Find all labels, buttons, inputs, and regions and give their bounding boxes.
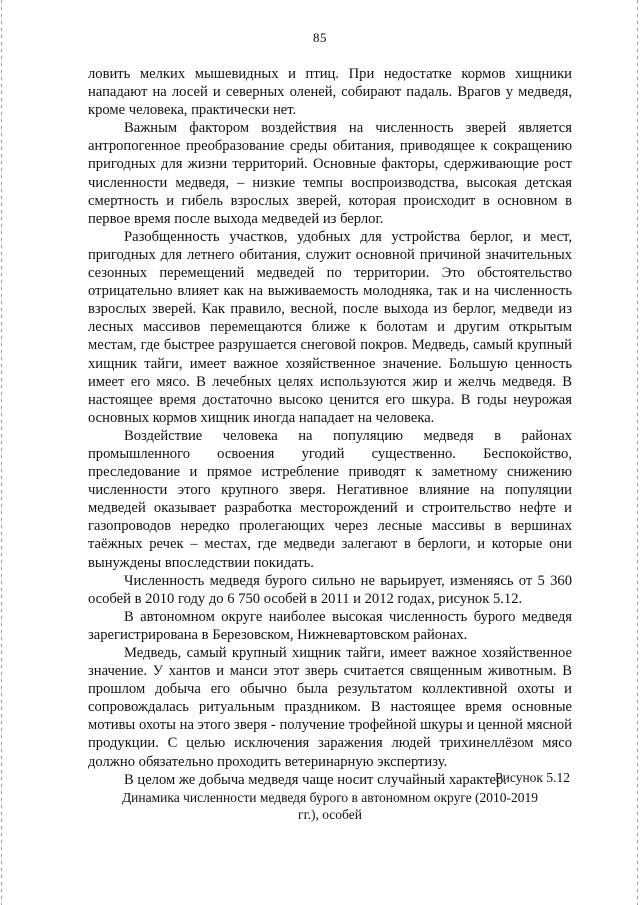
scan-edge-left <box>1 0 2 905</box>
scan-edge-right <box>637 0 638 905</box>
paragraph-5: Численность медведя бурого сильно не варьирует, изменяясь от 5 360 особей в 2010 году до 6 750 особей в 2011 и 2012 годах, рисунок 5.12. <box>88 572 572 607</box>
paragraph-6: В автономном округе наиболее высокая численность бурого медведя зарегистрирована в Березовском, Нижневартовском районах. <box>88 608 572 643</box>
document-body <box>88 65 572 789</box>
paragraph-3: Разобщенность участков, удобных для устройства берлог, и мест, пригодных для летнего обитания, служит основной причиной значительных сезонных перемещений медведей по территории. Это обстоятельство отрицательно влияет как на выживаемость молодняка, так и на численность взрослых зверей. Как правило, весной, после выхода из берлог, медведи из лесных массивов перемещаются ближе к болотам и другим открытым местам, где быстрее разрушается снеговой покров. Медведь, самый крупный хищник тайги, имеет важное хозяйственное значение. Большую ценность имеет его мясо. В лечебных целях используются жир и желчь медведя. В настоящее время достаточно высоко ценится его шкура. В годы неурожая основных кормов хищник иногда нападает на человека. <box>88 228 572 426</box>
paragraph-4: Воздействие человека на популяцию медведя в районах промышленного освоения угодий существенно. Беспокойство, преследование и прямое истребление приводят к заметному снижению численности этого крупного зверя. Негативное влияние на популяции медведей оказывает разработка месторождений и строительство нефте и газопроводов нередко пролегающих через лесные массивы в вершинах таёжных речек – местах, где медведи залегают в берлоги, и которые они вынуждены впоследствии покидать. <box>88 427 572 571</box>
paragraph-2: Важным фактором воздействия на численность зверей является антропогенное преобразование среды обитания, приводящее к сокращению пригодных для жизни территорий. Основные факторы, сдерживающие рост численности медведя, – низкие темпы воспроизводства, высокая детская смертность и гибель взрослых зверей, которая происходит в основном в первое время после выхода медведей из берлог. <box>88 120 572 227</box>
page-number: 85 <box>313 30 327 45</box>
paragraph-8: В целом же добыча медведя чаще носит случайный характер. <box>124 771 507 788</box>
paragraph-1: ловить мелких мышевидных и птиц. При недостатке кормов хищники нападают на лосей и северных оленей, собирают падаль. Врагов у медведя, кроме человека, практически нет. <box>88 66 572 119</box>
figure-label: Рисунок 5.12 <box>495 770 570 785</box>
paragraph-7: Медведь, самый крупный хищник тайги, имеет важное хозяйственное значение. У хантов и манси этот зверь считается священным животным. В прошлом добыча его обычно была результатом коллективной охоты и сопровождалась ритуальным праздником. В настоящее время основные мотивы охоты на этого зверя - получение трофейной шкуры и ценной мясной продукции. С целью исключения заражения людей трихинеллёзом мясо должно обязательно проходить ветеринарную экспертизу. <box>88 645 572 770</box>
figure-caption: Динамика численности медведя бурого в автономном округе (2010-2019 гг.), особей <box>121 790 539 822</box>
